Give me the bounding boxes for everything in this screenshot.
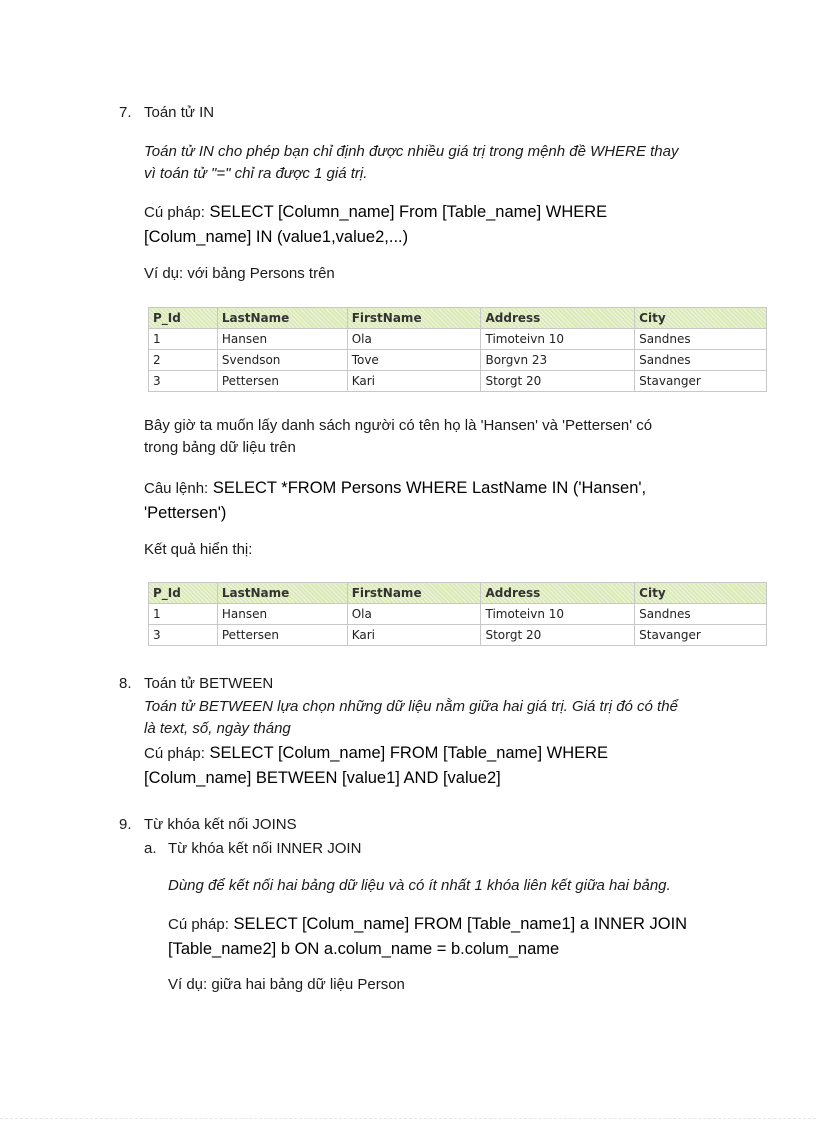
table-row bbox=[149, 625, 767, 646]
table-cell: Kari bbox=[347, 625, 481, 646]
section-7-description-line-1: Toán tử IN cho phép bạn chỉ định được nhiều giá trị trong mệnh đề WHERE thay bbox=[144, 143, 679, 160]
table-header-row bbox=[149, 308, 767, 329]
table-cell: Svendson bbox=[217, 350, 347, 371]
section-8-number: 8. bbox=[119, 675, 132, 692]
table-header-cell: LastName bbox=[217, 308, 347, 329]
table-cell: Storgt 20 bbox=[481, 371, 635, 392]
table-row bbox=[149, 329, 767, 350]
section-7-syntax-line-1: SELECT [Column_name] From [Table_name] WHERE bbox=[209, 203, 608, 221]
section-7-syntax-line-2: [Colum_name] IN (value1,value2,...) bbox=[144, 228, 409, 246]
table-cell: Hansen bbox=[217, 604, 347, 625]
table-header-cell: FirstName bbox=[347, 308, 481, 329]
table-cell: Ola bbox=[347, 604, 481, 625]
query-description-line-2: trong bảng dữ liệu trên bbox=[144, 439, 296, 456]
section-7-number: 7. bbox=[119, 104, 132, 121]
table-cell: Sandnes bbox=[635, 350, 767, 371]
section-8-syntax-line-1: SELECT [Colum_name] FROM [Table_name] WHERE bbox=[209, 744, 609, 762]
table-cell: 3 bbox=[149, 625, 218, 646]
section-8-syntax bbox=[144, 741, 608, 790]
table-cell: Kari bbox=[347, 371, 481, 392]
section-7-description bbox=[144, 141, 679, 185]
section-7-syntax bbox=[144, 200, 607, 249]
section-9a-title: Từ khóa kết nối INNER JOIN bbox=[168, 840, 362, 857]
table-cell: 3 bbox=[149, 371, 218, 392]
table-cell: Stavanger bbox=[635, 371, 767, 392]
table-header-cell: City bbox=[635, 583, 767, 604]
table-cell: 2 bbox=[149, 350, 218, 371]
table-cell: Sandnes bbox=[635, 604, 767, 625]
table-header-cell: P_Id bbox=[149, 308, 218, 329]
section-9a-syntax-label: Cú pháp: bbox=[168, 916, 229, 933]
table-row bbox=[149, 350, 767, 371]
table-header-row bbox=[149, 583, 767, 604]
section-9a-description: Dùng để kết nối hai bảng dữ liệu và có ít nhất 1 khóa liên kết giữa hai bảng. bbox=[168, 877, 671, 894]
result-table bbox=[148, 582, 767, 646]
section-7-result-label: Kết quả hiển thị: bbox=[144, 541, 253, 558]
page-bottom-divider bbox=[0, 1118, 816, 1119]
section-9-number: 9. bbox=[119, 816, 132, 833]
section-8-title: Toán tử BETWEEN bbox=[144, 675, 274, 692]
table-cell: Hansen bbox=[217, 329, 347, 350]
table-cell: Sandnes bbox=[635, 329, 767, 350]
table-cell: Ola bbox=[347, 329, 481, 350]
table-cell: Stavanger bbox=[635, 625, 767, 646]
section-7-query-description bbox=[144, 415, 652, 459]
section-8-description-line-2: là text, số, ngày tháng bbox=[144, 720, 291, 737]
section-8-syntax-label: Cú pháp: bbox=[144, 745, 205, 762]
section-7-statement-line-1: SELECT *FROM Persons WHERE LastName IN ('Hansen', bbox=[212, 479, 647, 497]
table-row bbox=[149, 371, 767, 392]
section-9a-example-label: Ví dụ: giữa hai bảng dữ liệu Person bbox=[168, 976, 405, 993]
table-cell: 1 bbox=[149, 329, 218, 350]
table-cell: Pettersen bbox=[217, 371, 347, 392]
section-8-description-line-1: Toán tử BETWEEN lựa chọn những dữ liệu nằm giữa hai giá trị. Giá trị đó có thể bbox=[144, 698, 678, 715]
section-7-description-line-2: vì toán tử "=" chỉ ra được 1 giá trị. bbox=[144, 165, 368, 182]
section-7-statement bbox=[144, 476, 646, 525]
section-9a-syntax bbox=[168, 912, 687, 961]
query-description-line-1: Bây giờ ta muốn lấy danh sách người có tên họ là 'Hansen' và 'Pettersen' có bbox=[144, 417, 653, 434]
section-7-statement-label: Câu lệnh: bbox=[144, 480, 209, 497]
table-cell: Pettersen bbox=[217, 625, 347, 646]
table-header-cell: Address bbox=[481, 308, 635, 329]
section-9a-syntax-line-2: [Table_name2] b ON a.colum_name = b.colum_name bbox=[168, 940, 560, 958]
section-9-title: Từ khóa kết nối JOINS bbox=[144, 816, 297, 833]
table-cell: Timoteivn 10 bbox=[481, 329, 635, 350]
section-7-syntax-label: Cú pháp: bbox=[144, 204, 205, 221]
table-cell: Borgvn 23 bbox=[481, 350, 635, 371]
section-7-example-label: Ví dụ: với bảng Persons trên bbox=[144, 265, 335, 282]
section-7-title: Toán tử IN bbox=[144, 104, 215, 121]
table-row bbox=[149, 604, 767, 625]
table-cell: Timoteivn 10 bbox=[481, 604, 635, 625]
table-header-cell: LastName bbox=[217, 583, 347, 604]
table-cell: Storgt 20 bbox=[481, 625, 635, 646]
section-8-syntax-line-2: [Colum_name] BETWEEN [value1] AND [value2] bbox=[144, 769, 501, 787]
table-header-cell: Address bbox=[481, 583, 635, 604]
table-cell: 1 bbox=[149, 604, 218, 625]
persons-table bbox=[148, 307, 767, 392]
table-header-cell: City bbox=[635, 308, 767, 329]
table-header-cell: P_Id bbox=[149, 583, 218, 604]
section-8-description bbox=[144, 696, 678, 740]
table-header-cell: FirstName bbox=[347, 583, 481, 604]
section-7-statement-line-2: 'Pettersen') bbox=[144, 504, 227, 522]
section-9a-syntax-line-1: SELECT [Colum_name] FROM [Table_name1] a INNER JOIN bbox=[233, 915, 688, 933]
table-cell: Tove bbox=[347, 350, 481, 371]
section-9a-letter: a. bbox=[144, 840, 157, 857]
